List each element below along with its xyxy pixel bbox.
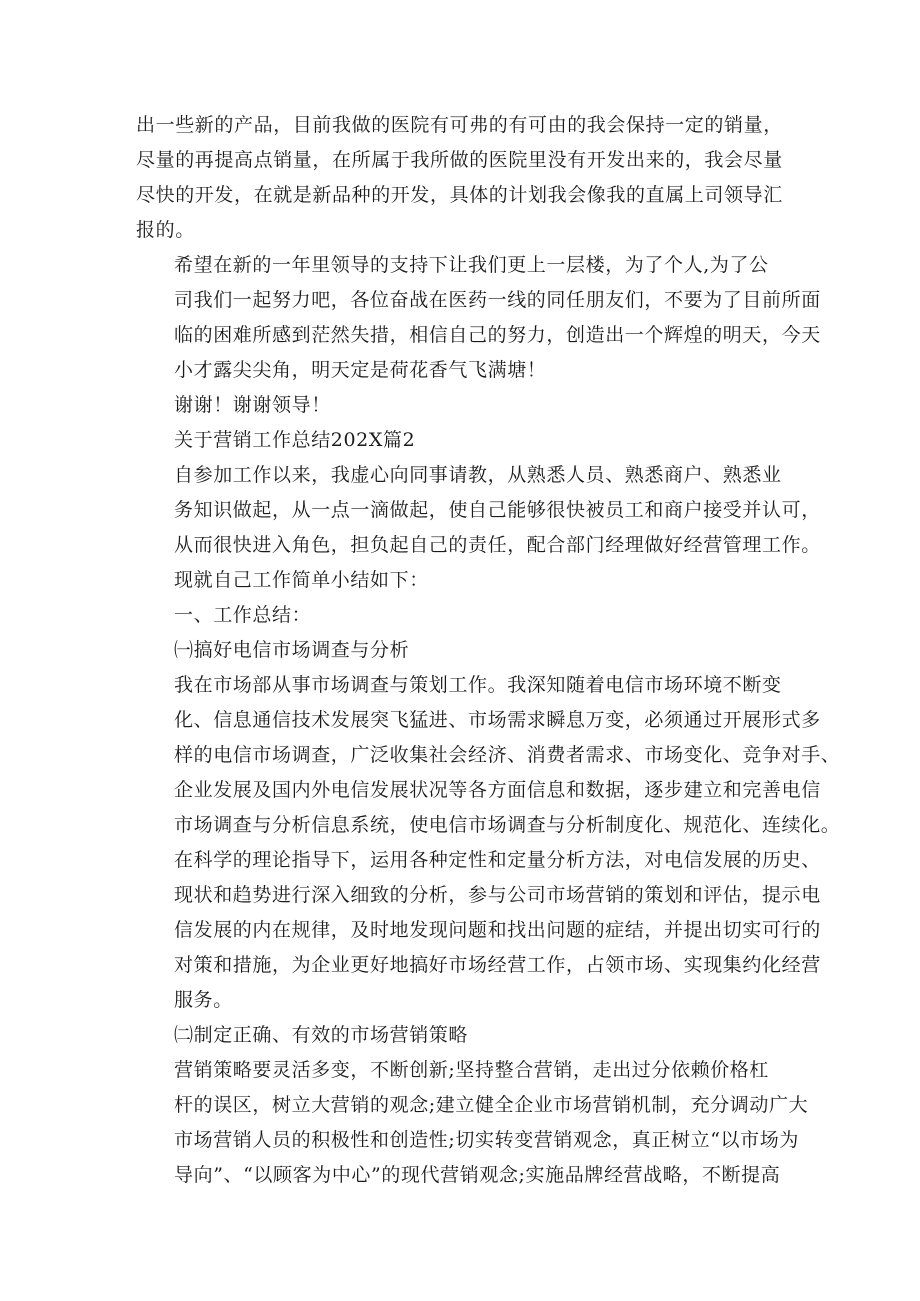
paragraph xyxy=(136,668,841,1018)
paragraph xyxy=(136,1018,792,1053)
paragraph xyxy=(136,1053,809,1193)
text-line: 一、工作总结： xyxy=(174,604,312,626)
text-line: 杆的误区，树立大营销的观念;建立健全企业市场营销机制，充分调动广大 xyxy=(174,1094,809,1116)
text-line: 我在市场部从事市场调查与策划工作。我深知随着电信市场环境不断变 xyxy=(174,674,782,696)
text-line: 希望在新的一年里领导的支持下让我们更上一层楼，为了个人,为了公 xyxy=(174,254,769,276)
text-line: 司我们一起努力吧，各位奋战在医药一线的同任朋友们，不要为了目前所面 xyxy=(174,289,821,311)
text-line: 谢谢！谢谢领导！ xyxy=(174,394,331,416)
text-line: 化、信息通信技术发展突飞猛进、市场需求瞬息万变，必须通过开展形式多 xyxy=(174,709,821,731)
text-line: 关于营销工作总结202X篇2 xyxy=(174,429,416,451)
text-line: 出一些新的产品，目前我做的医院有可弗的有可由的我会保持一定的销量， xyxy=(136,114,783,136)
text-line: ㈡制定正确、有效的市场营销策略 xyxy=(174,1024,469,1046)
text-line: 尽量的再提高点销量，在所属于我所做的医院里没有开发出来的，我会尽量 xyxy=(136,149,783,171)
text-line: 营销策略要灵活多变，不断创新;坚持整合营销，走出过分依赖价格杠 xyxy=(174,1059,770,1081)
text-line: 小才露尖尖角，明天定是荷花香气飞满塘！ xyxy=(174,359,547,381)
document-body xyxy=(136,108,841,1193)
text-line: 务知识做起，从一点一滴做起，使自己能够很快被员工和商户接受并认可， xyxy=(174,499,821,521)
text-line: 信发展的内在规律，及时地发现问题和找出问题的症结，并提出切实可行的 xyxy=(174,919,821,941)
paragraph xyxy=(136,598,792,633)
paragraph xyxy=(136,633,792,668)
text-line: 自参加工作以来，我虚心向同事请教，从熟悉人员、熟悉商户、熟悉业 xyxy=(174,464,782,486)
text-line: 现就自己工作简单小结如下： xyxy=(174,569,429,591)
paragraph xyxy=(136,388,792,423)
paragraph xyxy=(136,248,821,388)
text-line: 市场调查与分析信息系统，使电信市场调查与分析制度化、规范化、连续化。 xyxy=(174,814,841,836)
text-line: 从而很快进入角色，担负起自己的责任，配合部门经理做好经营管理工作。 xyxy=(174,534,821,556)
text-line: 尽快的开发，在就是新品种的开发，具体的计划我会像我的直属上司领导汇 xyxy=(136,184,783,206)
text-line: 在科学的理论指导下，运用各种定性和定量分析方法，对电信发展的历史、 xyxy=(174,849,821,871)
paragraph xyxy=(136,423,792,458)
text-line: 对策和措施，为企业更好地搞好市场经营工作，占领市场、实现集约化经营 xyxy=(174,954,821,976)
text-line: 市场营销人员的积极性和创造性;切实转变营销观念，真正树立“以市场为 xyxy=(174,1129,799,1151)
paragraph xyxy=(136,458,821,598)
text-line: 导向”、“以顾客为中心”的现代营销观念;实施品牌经营战略，不断提高 xyxy=(174,1164,781,1186)
text-line: 样的电信市场调查，广泛收集社会经济、消费者需求、市场变化、竞争对手、 xyxy=(174,744,841,766)
text-line: 企业发展及国内外电信发展状况等各方面信息和数据，逐步建立和完善电信 xyxy=(174,779,821,801)
text-line: ㈠搞好电信市场调查与分析 xyxy=(174,639,410,661)
text-line: 现状和趋势进行深入细致的分析，参与公司市场营销的策划和评估，提示电 xyxy=(174,884,821,906)
paragraph xyxy=(136,108,792,248)
text-line: 服务。 xyxy=(174,989,233,1011)
text-line: 临的困难所感到茫然失措，相信自己的努力，创造出一个辉煌的明天，今天 xyxy=(174,324,821,346)
text-line: 报的。 xyxy=(136,219,195,241)
